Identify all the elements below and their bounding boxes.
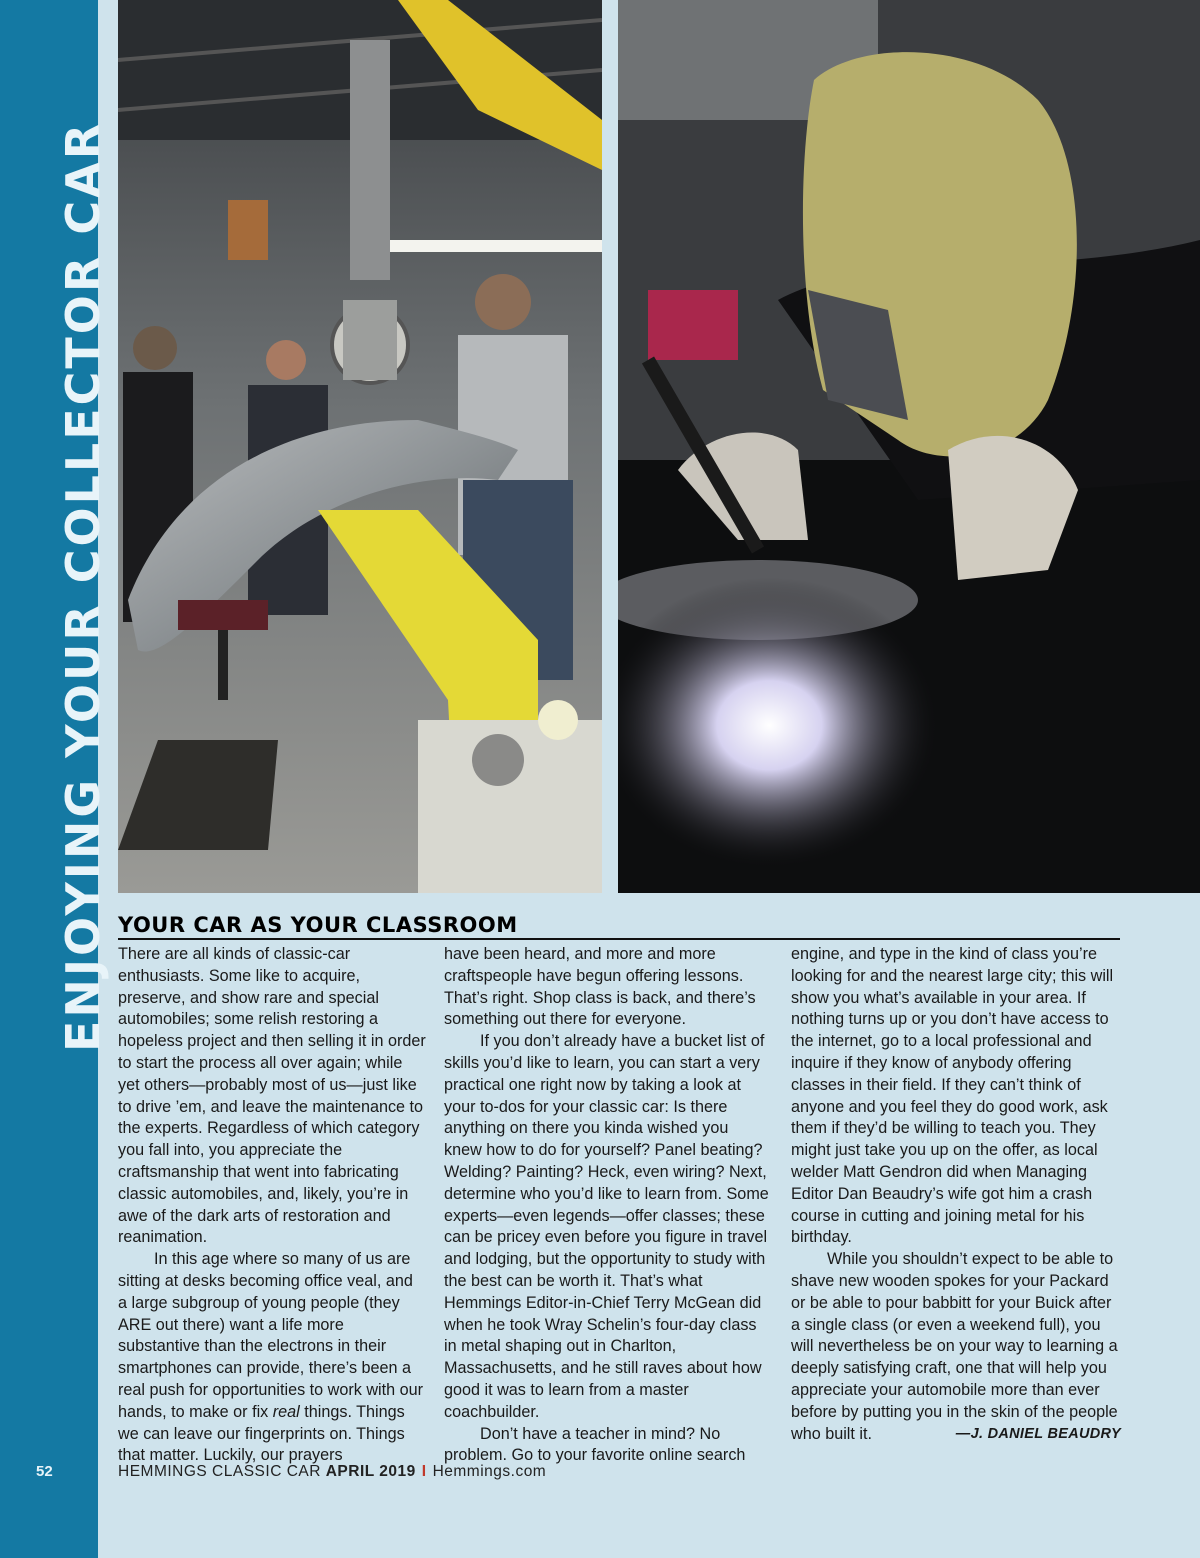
page-footer — [0, 1463, 1200, 1487]
website: Hemmings.com — [432, 1463, 547, 1480]
page-number: 52 — [36, 1463, 53, 1480]
photo-welder — [618, 0, 1200, 893]
paragraph: Don’t have a teacher in mind? No problem. Go to your favorite online search — [444, 1424, 746, 1465]
text-run: While you shouldn’t expect to be able to shave new wooden spokes for your Packard or be able to pour babbitt for your Buick after a single class (or even a weekend full), you will nevertheless be on your way to learning a deeply satisfying craft, one that will help you appreciate your automobile more than ever before by putting you in the skin of the people who built it. — [791, 1250, 1118, 1443]
text-run: In this age where so many of us are sitting at desks becoming office veal, and a large subgroup of young people (they ARE out there) want a life more substantive than the electrons in their smartphones can provide, there’s been a real push for opportunities to work with our hands, to make or fix — [118, 1250, 424, 1421]
paragraph: There are all kinds of classic-car enthusiasts. Some like to acquire, preserve, and show rare and special automobiles; some relish restoring a hopeless project and then selling it in order to start the process all over again; while yet others—probably most of us—just like to drive ’em, and leave the maintenance to the experts. Regardless of which category you fall into, you appreciate the craftsmanship that went into fabricating classic automobiles, and, likely, you’re in awe of the dark arts of restoration and reanimation. — [118, 945, 426, 1247]
photo-metal-shaping — [118, 0, 602, 893]
byline: —J. DANIEL BEAUDRY — [955, 1425, 1121, 1442]
article-headline: YOUR CAR AS YOUR CLASSROOM — [118, 913, 518, 937]
publication-name: HEMMINGS CLASSIC CAR — [118, 1463, 321, 1480]
emphasis: real — [272, 1402, 300, 1421]
paragraph: If you don’t already have a bucket list of skills you’d like to learn, you can start a very practical one right now by taking a look at your to-dos for your classic car: Is there anything on there you kinda wished you knew how to do for yourself? Panel beating? Welding? Painting? Heck, even wiring? Next, determine who you’d like to learn from. Some experts—even legends—offer classes; these can be pricey even before you figure in travel and lodging, but the opportunity to study with the best can be worth it. That’s what Hemmings Editor-in-Chief Terry McGean did when he took Wray Schelin’s four-day class in metal shaping out in Charlton, Massachusetts, and he still raves about how good it was to learn from a master coachbuilder. — [444, 1032, 769, 1421]
paragraph: engine, and type in the kind of class you’re looking for and the nearest large city; this will show you what’s available in your area. If nothing turns up or you don’t have access to the internet, go to a local professional and inquire if they know of anybody offering classes in their field. If they can’t think of anyone and you feel they do good work, ask them if they’d be willing to teach you. They might just take you up on the offer, as local welder Matt Gendron did when Managing Editor Dan Beaudry’s wife got him a crash course in cutting and joining metal for his birthday. — [791, 945, 1114, 1247]
paragraph: have been heard, and more and more craftspeople have begun offering lessons. That’s right. Shop class is back, and there’s something out there for everyone. — [444, 945, 756, 1029]
issue-date: APRIL 2019 — [325, 1463, 416, 1480]
separator: I — [421, 1463, 427, 1480]
paragraph — [791, 1249, 1121, 1445]
article-column-1 — [118, 944, 426, 1467]
article-column-3 — [791, 944, 1121, 1445]
article-column-2 — [444, 944, 770, 1467]
text-run: things. Things we can leave our fingerprints on. Things that matter. Luckily, our prayers — [118, 1402, 405, 1465]
section-title: ENJOYING YOUR COLLECTOR CAR — [56, 120, 110, 1052]
publication-line — [118, 1463, 546, 1481]
paragraph — [118, 1249, 426, 1467]
headline-rule — [118, 938, 1120, 940]
